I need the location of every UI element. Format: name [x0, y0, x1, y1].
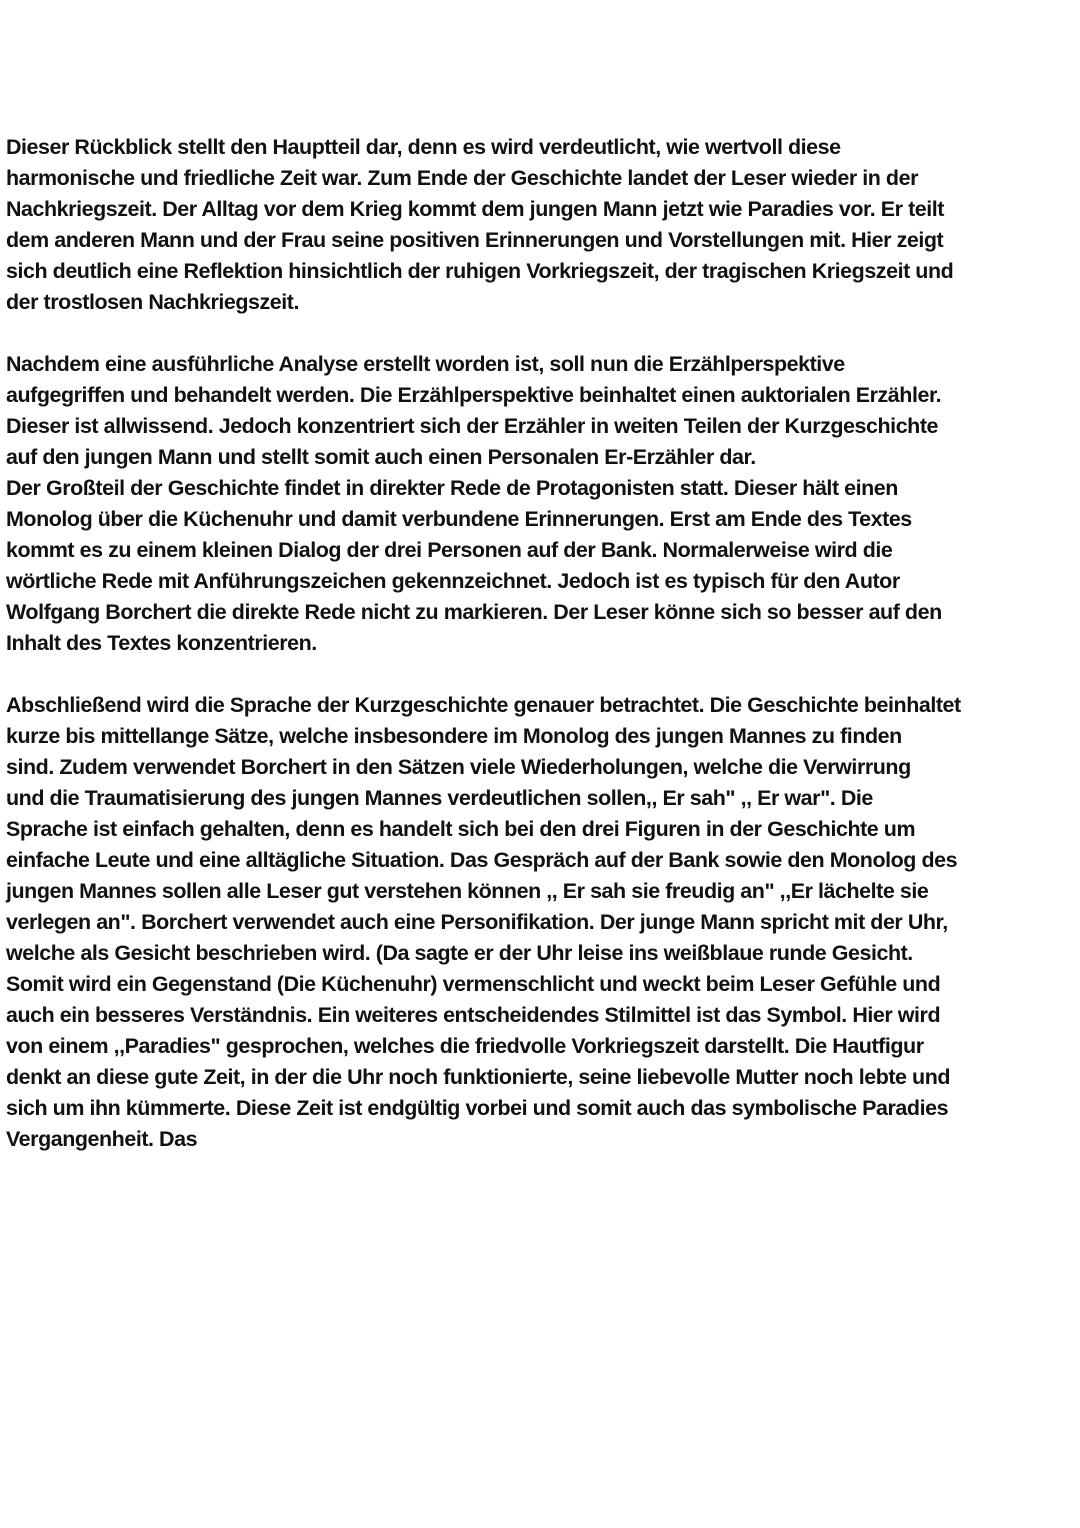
paragraph: [6, 349, 1080, 659]
text-line: von einem ,,Paradies" gesprochen, welches die friedvolle Vorkriegszeit darstellt. Die Hautfigur: [6, 1034, 924, 1058]
text-line: verlegen an". Borchert verwendet auch eine Personifikation. Der junge Mann spricht mit der Uhr,: [6, 910, 948, 934]
text-line: dem anderen Mann und der Frau seine positiven Erinnerungen und Vorstellungen mit. Hier zeigt: [6, 228, 944, 252]
text-line: auch ein besseres Verständnis. Ein weiteres entscheidendes Stilmittel ist das Symbol. Hier wird: [6, 1003, 941, 1027]
text-line: Dieser Rückblick stellt den Hauptteil dar, denn es wird verdeutlicht, wie wertvoll diese: [6, 135, 841, 159]
text-line: Dieser ist allwissend. Jedoch konzentriert sich der Erzähler in weiten Teilen der Kurzgeschichte: [6, 414, 939, 438]
text-line: Wolfgang Borchert die direkte Rede nicht zu markieren. Der Leser könne sich so besser auf den: [6, 600, 942, 624]
text-line: Sprache ist einfach gehalten, denn es handelt sich bei den drei Figuren in der Geschichte um: [6, 817, 916, 841]
text-line: und die Traumatisierung des jungen Mannes verdeutlichen sollen,, Er sah" ,, Er war". Die: [6, 786, 873, 810]
text-line: Monolog über die Küchenuhr und damit verbundene Erinnerungen. Erst am Ende des Textes: [6, 507, 912, 531]
text-line: Inhalt des Textes konzentrieren.: [6, 631, 317, 655]
document-body: [6, 132, 1080, 1186]
text-line: kommt es zu einem kleinen Dialog der drei Personen auf der Bank. Normalerweise wird die: [6, 538, 893, 562]
text-line: kurze bis mittellange Sätze, welche insbesondere im Monolog des jungen Mannes zu finden: [6, 724, 902, 748]
paragraph: [6, 690, 1080, 1155]
text-line: sind. Zudem verwendet Borchert in den Sätzen viele Wiederholungen, welche die Verwirrung: [6, 755, 911, 779]
text-line: Abschließend wird die Sprache der Kurzgeschichte genauer betrachtet. Die Geschichte beinhaltet: [6, 693, 961, 717]
text-line: einfache Leute und eine alltägliche Situation. Das Gespräch auf der Bank sowie den Monolog des: [6, 848, 958, 872]
text-line: denkt an diese gute Zeit, in der die Uhr noch funktionierte, seine liebevolle Mutter noch lebte und: [6, 1065, 951, 1089]
text-line: wörtliche Rede mit Anführungszeichen gekennzeichnet. Jedoch ist es typisch für den Autor: [6, 569, 900, 593]
text-line: Nachdem eine ausführliche Analyse erstellt worden ist, soll nun die Erzählperspektive: [6, 352, 845, 376]
text-line: jungen Mannes sollen alle Leser gut verstehen können ,, Er sah sie freudig an" ,,Er lächelte sie: [6, 879, 929, 903]
text-line: Nachkriegszeit. Der Alltag vor dem Krieg kommt dem jungen Mann jetzt wie Paradies vor. Er teilt: [6, 197, 944, 221]
text-line: harmonische und friedliche Zeit war. Zum Ende der Geschichte landet der Leser wieder in der: [6, 166, 918, 190]
text-line: der trostlosen Nachkriegszeit.: [6, 290, 300, 314]
paragraph: [6, 132, 1080, 318]
text-line: sich deutlich eine Reflektion hinsichtlich der ruhigen Vorkriegszeit, der tragischen Kriegszeit und: [6, 259, 954, 283]
text-line: Vergangenheit. Das: [6, 1127, 198, 1151]
text-line: Somit wird ein Gegenstand (Die Küchenuhr) vermenschlicht und weckt beim Leser Gefühle und: [6, 972, 941, 996]
text-line: auf den jungen Mann und stellt somit auch einen Personalen Er-Erzähler dar.: [6, 445, 756, 469]
text-line: welche als Gesicht beschrieben wird. (Da sagte er der Uhr leise ins weißblaue runde Gesicht.: [6, 941, 913, 965]
text-line: sich um ihn kümmerte. Diese Zeit ist endgültig vorbei und somit auch das symbolische Paradies: [6, 1096, 949, 1120]
text-line: Der Großteil der Geschichte findet in direkter Rede de Protagonisten statt. Dieser hält einen: [6, 476, 898, 500]
text-line: aufgegriffen und behandelt werden. Die Erzählperspektive beinhaltet einen auktorialen Erzähler.: [6, 383, 942, 407]
